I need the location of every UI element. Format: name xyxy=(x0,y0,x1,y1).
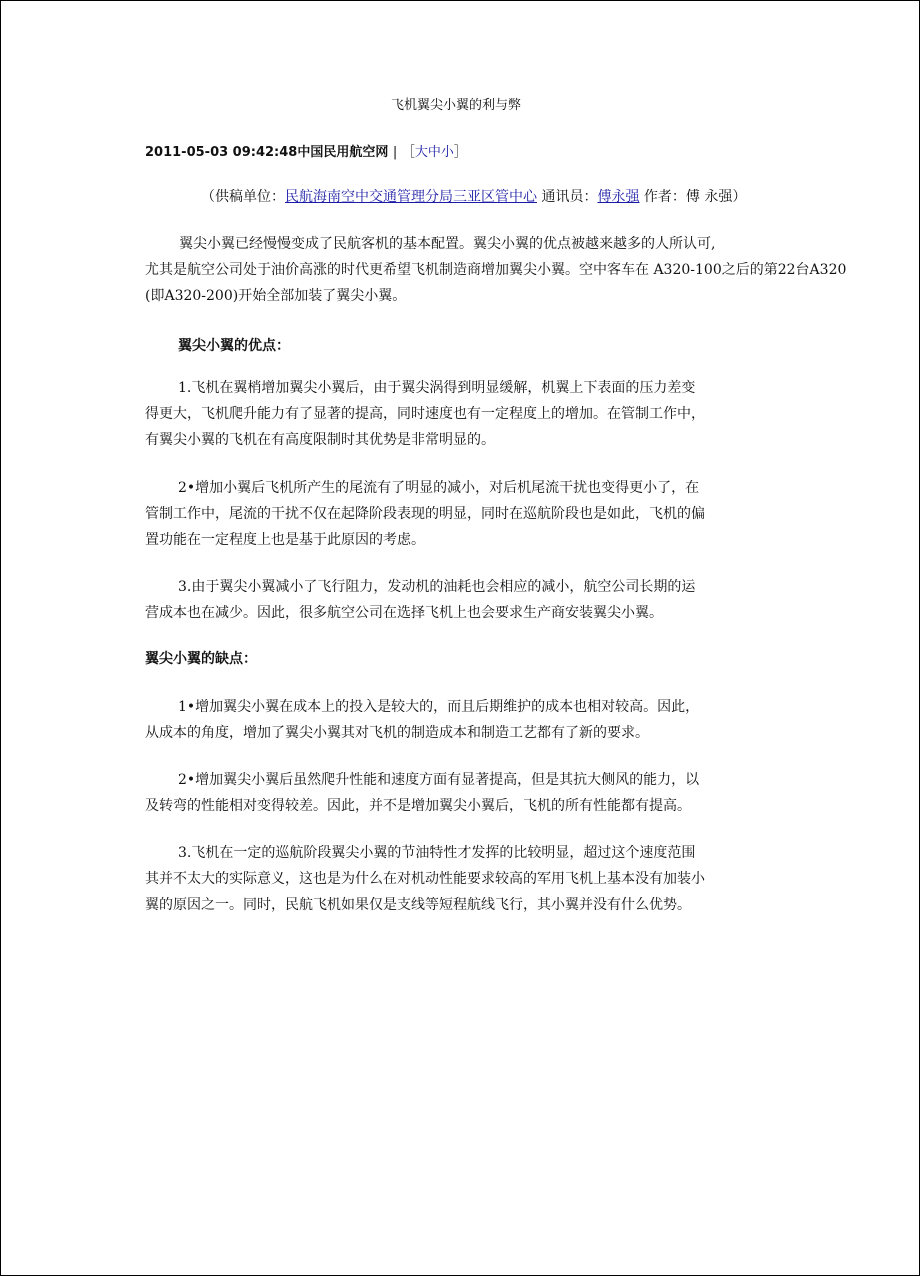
paragraph-line: 其并不太大的实际意义，这也是为什么在对机动性能要求较高的军用飞机上基本没有加装小 xyxy=(145,871,705,887)
paragraph-line: 3.由于翼尖小翼减小了飞行阻力，发动机的油耗也会相应的减小，航空公司长期的运 xyxy=(178,579,696,595)
font-size-toggle[interactable]: 大中小 xyxy=(414,145,454,160)
paragraph-line: 2•增加小翼后飞机所产生的尾流有了明显的减小，对后机尾流干扰也变得更小了，在 xyxy=(178,480,700,496)
paragraph-line: 翼尖小翼已经慢慢变成了民航客机的基本配置。翼尖小翼的优点被越来越多的人所认可, xyxy=(179,236,716,252)
meta-separator: | xyxy=(392,145,398,160)
source-prefix: （供稿单位： xyxy=(201,189,285,205)
paragraph-line: 翼的原因之一。同时，民航飞机如果仅是支线等短程航线飞行，其小翼并没有什么优势。 xyxy=(145,897,691,913)
paragraph-line: 1.飞机在翼梢增加翼尖小翼后，由于翼尖涡得到明显缓解，机翼上下表面的压力差变 xyxy=(178,380,696,396)
paragraph-line: 3.飞机在一定的巡航阶段翼尖小翼的节油特性才发挥的比较明显，超过这个速度范围 xyxy=(178,845,696,861)
close-bracket: ］ xyxy=(453,145,467,160)
paragraph-line: 营成本也在减少。因此，很多航空公司在选择飞机上也会要求生产商安装翼尖小翼。 xyxy=(145,605,663,621)
reporter-label: 通讯员： xyxy=(537,189,598,205)
advantage-paragraph-2 xyxy=(145,475,705,553)
paragraph-line: 2•增加翼尖小翼后虽然爬升性能和速度方面有显著提高，但是其抗大侧风的能力，以 xyxy=(178,772,700,788)
paragraph-line: 有翼尖小翼的飞机在有高度限制时其优势是非常明显的。 xyxy=(145,432,495,448)
disadvantage-paragraph-1 xyxy=(145,694,699,746)
paragraph-line: (即A320-200)开始全部加装了翼尖小翼。 xyxy=(145,288,407,304)
paragraph-line: 置功能在一定程度上也是基于此原因的考虑。 xyxy=(145,532,425,548)
publish-datetime-source: 2011-05-03 09:42:48中国民用航空网 xyxy=(145,145,389,160)
disadvantages-heading: 翼尖小翼的缺点： xyxy=(145,651,257,667)
advantages-heading: 翼尖小翼的优点： xyxy=(178,338,290,354)
contributor-unit-link[interactable]: 民航海南空中交通管理分局三亚区管中心 xyxy=(285,189,537,205)
article-meta xyxy=(145,141,467,160)
article-title: 飞机翼尖小翼的利与弊 xyxy=(390,98,521,113)
author-text: 作者：傅 永强） xyxy=(639,189,747,205)
paragraph-line: 及转弯的性能相对变得较差。因此，并不是增加翼尖小翼后，飞机的所有性能都有提高。 xyxy=(145,798,691,814)
open-bracket: ［ xyxy=(401,145,415,160)
disadvantage-paragraph-2 xyxy=(145,767,699,819)
advantage-paragraph-1 xyxy=(145,375,705,453)
intro-paragraph xyxy=(145,231,846,309)
paragraph-line: 从成本的角度，增加了翼尖小翼其对飞机的制造成本和制造工艺都有了新的要求。 xyxy=(145,725,649,741)
paragraph-line: 管制工作中，尾流的干扰不仅在起降阶段表现的明显，同时在巡航阶段也是如此，飞机的偏 xyxy=(145,506,705,522)
paragraph-line: 得更大，飞机爬升能力有了显著的提高，同时速度也有一定程度上的增加。在管制工作中， xyxy=(145,406,705,422)
paragraph-line: 1•增加翼尖小翼在成本上的投入是较大的，而且后期维护的成本也相对较高。因此， xyxy=(178,699,700,715)
source-line xyxy=(201,186,746,206)
reporter-link[interactable]: 傅永强 xyxy=(597,189,640,205)
advantage-paragraph-3 xyxy=(145,574,695,626)
disadvantage-paragraph-3 xyxy=(145,840,705,918)
paragraph-line: 尤其是航空公司处于油价高涨的时代更希望飞机制造商增加翼尖小翼。空中客车在 A320-100之后的第22台A320 xyxy=(145,262,847,278)
